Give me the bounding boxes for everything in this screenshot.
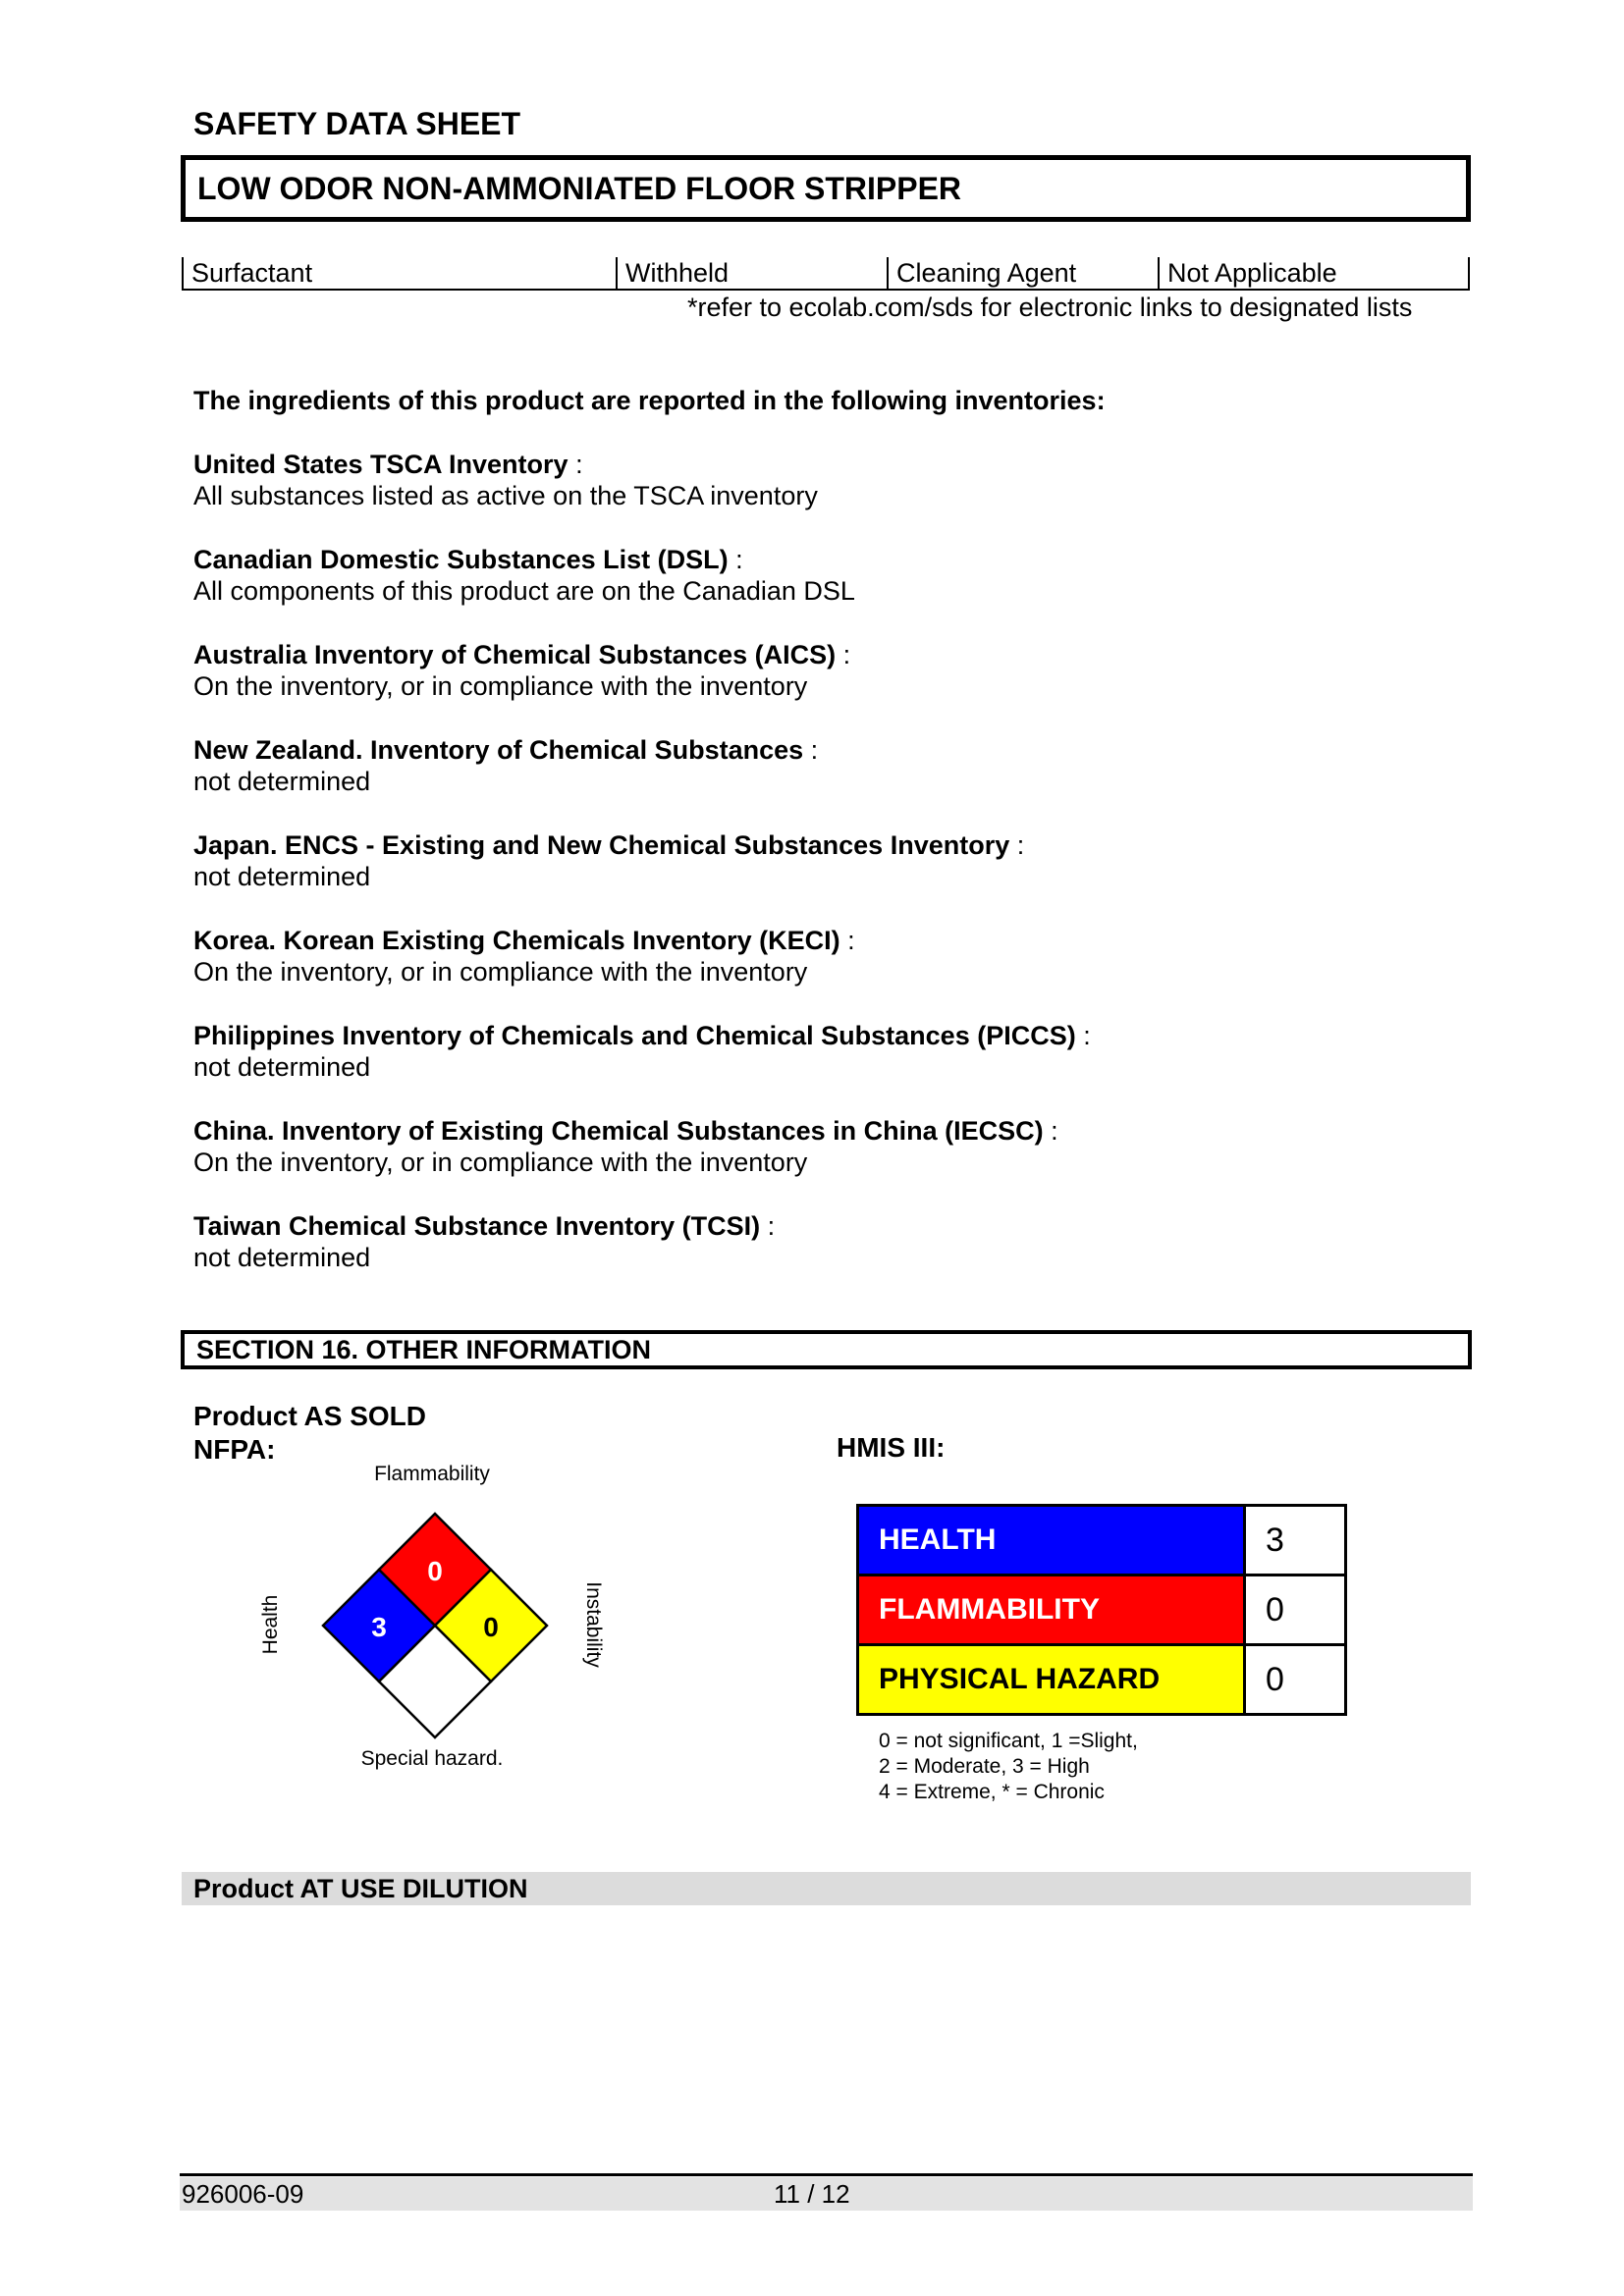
inventory-value: All components of this product are on the Canadian DSL [193, 576, 855, 606]
inventory-name: Korea. Korean Existing Chemicals Inventory (KECI) [193, 926, 840, 955]
nfpa-health-label: Health [259, 1594, 282, 1655]
inventory-item: United States TSCA Inventory : All substances listed as active on the TSCA inventory [193, 449, 1450, 544]
legend-line: 0 = not significant, 1 =Slight, [879, 1730, 1138, 1752]
reference-note: *refer to ecolab.com/sds for electronic links to designated lists [687, 293, 1413, 322]
nfpa-flammability-label: Flammability [374, 1463, 490, 1485]
nfpa-health-value: 3 [371, 1612, 387, 1642]
nfpa-diamond [236, 1453, 628, 1777]
inventory-item: China. Inventory of Existing Chemical Substances in China (IECSC) : On the inventory, or in compliance with the inventory [193, 1115, 1450, 1210]
inventory-value: On the inventory, or in compliance with the inventory [193, 957, 808, 987]
footer-divider [180, 2173, 1473, 2176]
hmis-row-flammability [858, 1575, 1346, 1645]
inventory-item: Korea. Korean Existing Chemicals Inventory (KECI) : On the inventory, or in compliance with the inventory [193, 925, 1450, 1020]
component-function: Cleaning Agent [887, 257, 1158, 289]
legend-line: 2 = Moderate, 3 = High [879, 1755, 1090, 1778]
inventory-item: Canadian Domestic Substances List (DSL) : All components of this product are on the Canadian DSL [193, 544, 1450, 639]
product-name-box [181, 155, 1471, 222]
inventory-value: All substances listed as active on the TSCA inventory [193, 481, 818, 510]
nfpa-instability-label: Instability [582, 1581, 605, 1668]
inventory-name: Taiwan Chemical Substance Inventory (TCSI) [193, 1211, 761, 1241]
inventory-value: not determined [193, 1243, 371, 1272]
component-row [182, 257, 1470, 291]
hmis-row-physical-hazard [858, 1645, 1346, 1715]
section-16-title: SECTION 16. OTHER INFORMATION [181, 1330, 1472, 1369]
document-code: 926006-09 [182, 2179, 304, 2209]
inventory-value: not determined [193, 767, 371, 796]
hmis-category: HEALTH [858, 1506, 1245, 1575]
inventory-list [193, 449, 1450, 1306]
inventory-name: China. Inventory of Existing Chemical Substances in China (IECSC) [193, 1116, 1044, 1146]
legend-line: 4 = Extreme, * = Chronic [879, 1781, 1105, 1803]
hmis-category: PHYSICAL HAZARD [858, 1645, 1245, 1715]
component-status: Not Applicable [1158, 257, 1470, 289]
nfpa-instability-value: 0 [483, 1612, 499, 1642]
hmis-legend [879, 1729, 1138, 1805]
hmis-row-health [858, 1506, 1346, 1575]
inventory-name: Japan. ENCS - Existing and New Chemical Substances Inventory [193, 830, 1010, 860]
page-number: 11 / 12 [774, 2179, 850, 2209]
nfpa-special-label: Special hazard. [360, 1747, 504, 1770]
inventory-value: On the inventory, or in compliance with the inventory [193, 1148, 808, 1177]
at-use-dilution-heading: Product AT USE DILUTION [182, 1872, 1471, 1905]
document-title: SAFETY DATA SHEET [193, 106, 521, 141]
inventory-item: Philippines Inventory of Chemicals and Chemical Substances (PICCS) : not determined [193, 1020, 1450, 1115]
hmis-category: FLAMMABILITY [858, 1575, 1245, 1645]
inventories-heading: The ingredients of this product are reported in the following inventories: [193, 386, 1106, 415]
hmis-table [856, 1504, 1347, 1716]
inventory-item: New Zealand. Inventory of Chemical Substances : not determined [193, 734, 1450, 829]
inventory-item: Australia Inventory of Chemical Substances (AICS) : On the inventory, or in compliance with the inventory [193, 639, 1450, 734]
hmis-value: 0 [1245, 1645, 1346, 1715]
inventory-name: New Zealand. Inventory of Chemical Substances [193, 735, 804, 765]
inventory-value: not determined [193, 1052, 371, 1082]
inventory-name: United States TSCA Inventory [193, 450, 568, 479]
hmis-value: 3 [1245, 1506, 1346, 1575]
nfpa-label: NFPA: [193, 1434, 276, 1465]
inventory-value: not determined [193, 862, 371, 891]
component-cas: Withheld [616, 257, 887, 289]
inventory-name: Canadian Domestic Substances List (DSL) [193, 545, 729, 574]
product-name: LOW ODOR NON-AMMONIATED FLOOR STRIPPER [197, 170, 962, 206]
inventory-item: Japan. ENCS - Existing and New Chemical Substances Inventory : not determined [193, 829, 1450, 925]
inventory-value: On the inventory, or in compliance with the inventory [193, 671, 808, 701]
hmis-label: HMIS III: [837, 1432, 946, 1463]
nfpa-flammability-value: 0 [427, 1556, 443, 1586]
as-sold-label: Product AS SOLD [193, 1401, 426, 1431]
hmis-value: 0 [1245, 1575, 1346, 1645]
inventory-name: Philippines Inventory of Chemicals and Chemical Substances (PICCS) [193, 1021, 1076, 1050]
component-name: Surfactant [182, 257, 616, 289]
inventory-name: Australia Inventory of Chemical Substances (AICS) [193, 640, 837, 669]
inventory-item: Taiwan Chemical Substance Inventory (TCSI) : not determined [193, 1210, 1450, 1306]
